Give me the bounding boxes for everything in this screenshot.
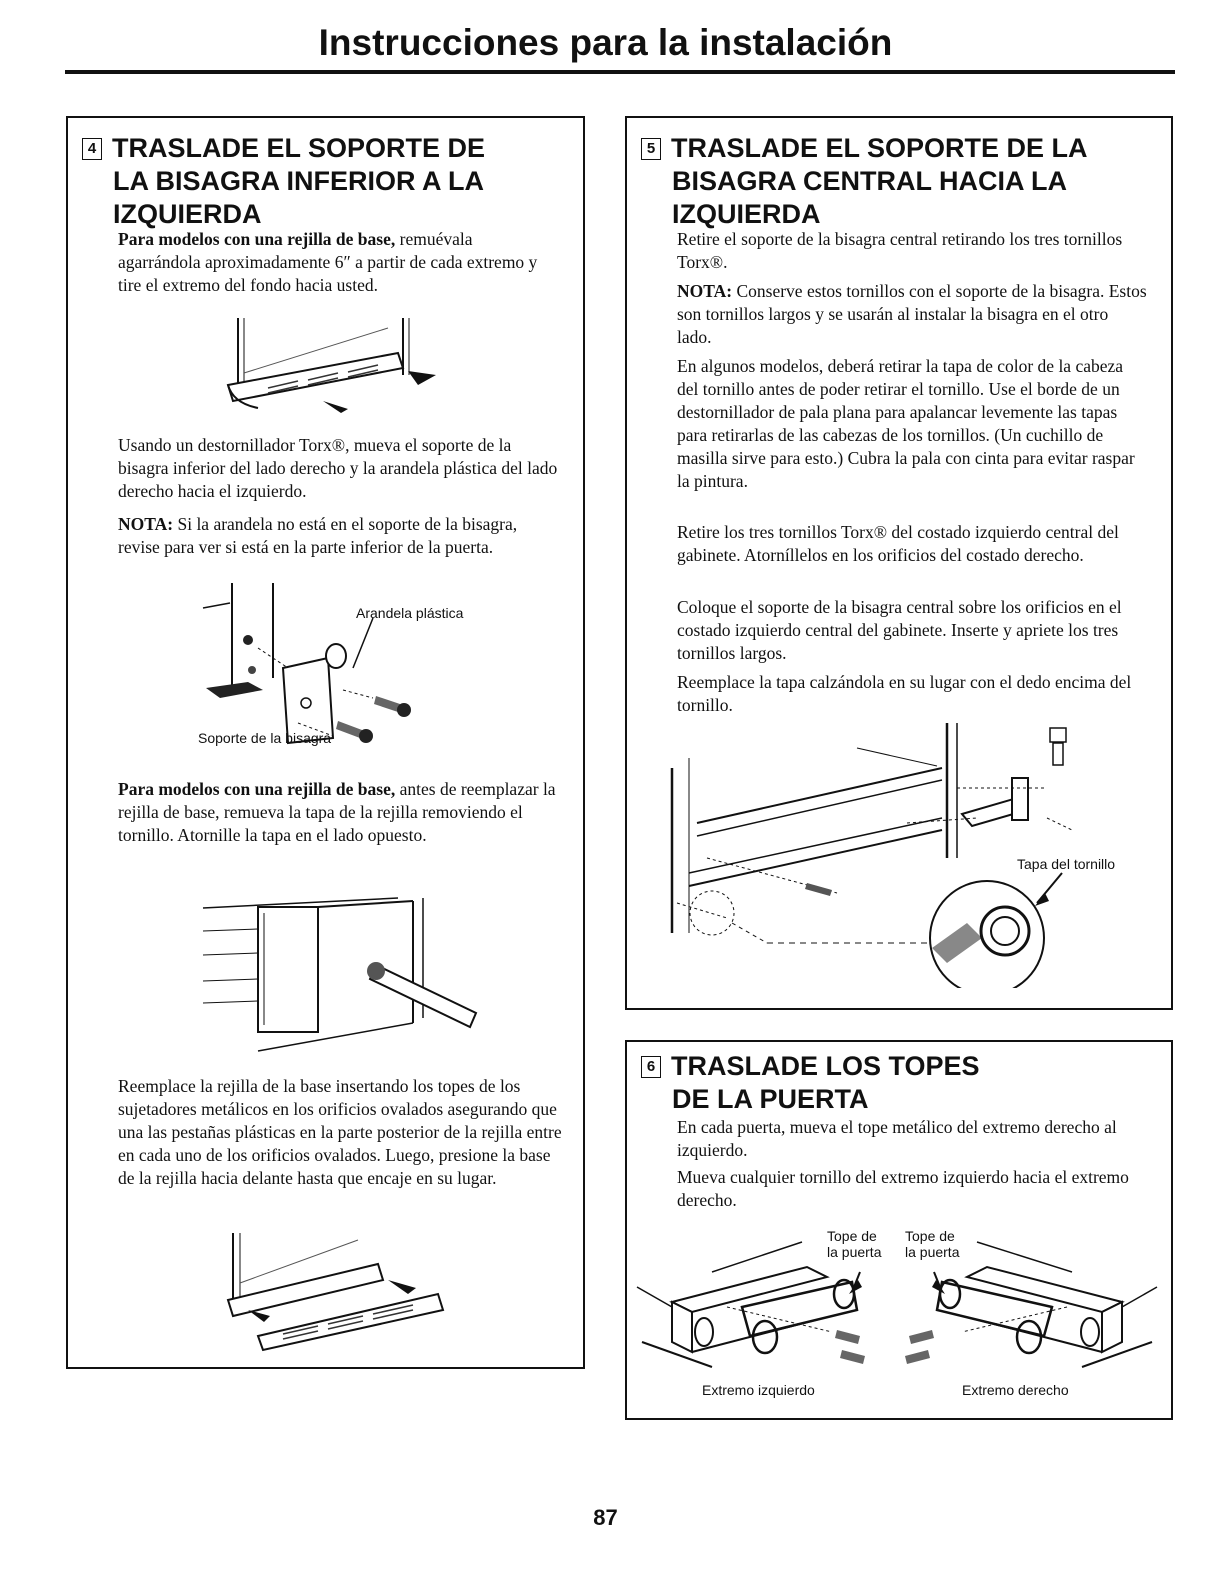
screw-cap-detail xyxy=(930,881,1044,988)
screw-icon xyxy=(840,1350,865,1364)
step-5-paragraph-3: En algunos modelos, deberá retirar la tapa de color de la cabeza del tornillo antes de poder retirar el tornillo. Use el borde de un destornillador de pala plana para apalancar levemente las tapas para retirarlas de las cabezas de los tornillos. (Un cuchillo de masilla sirve para esto.) Cubra la pala con cinta para evitar raspar la pintura. xyxy=(677,356,1135,491)
arrow-icon xyxy=(388,1280,416,1294)
step-4-paragraph-4 xyxy=(118,778,558,847)
screw-cap-label: Tapa del tornillo xyxy=(1017,856,1116,872)
left-door-end xyxy=(637,1242,865,1367)
step-5-paragraph-6: Reemplace la tapa calzándola en su lugar con el dedo encima del tornillo. xyxy=(677,672,1132,715)
step-4-paragraph-1 xyxy=(118,228,548,297)
door-stop-figure xyxy=(632,1232,1162,1372)
title-rule xyxy=(65,70,1175,74)
step-5-paragraph-4: Retire los tres tornillos Torx® del costado izquierdo central del gabinete. Atorníllelos en los orificios del costado derecho. xyxy=(677,522,1119,565)
step-5-heading xyxy=(641,132,1088,231)
arrow-icon xyxy=(323,401,348,413)
step-4-paragraph-5: Reemplace la rejilla de la base insertando los topes de los sujetadores metálicos en los orificios ovalados asegurando que una las pestañas plásticas en la parte posterior de la rejilla entre en cada uno de los orificios ovalados. Luego, presione la base de la rejilla hacia delante hasta que encaje en su lugar. xyxy=(118,1076,562,1188)
step-6-number: 6 xyxy=(641,1056,661,1078)
step-5-number: 5 xyxy=(641,138,661,160)
step-5-paragraph-5: Coloque el soporte de la bisagra central sobre los orificios en el costado izquierdo central del gabinete. Inserte y apriete los tres tornillos largos. xyxy=(677,597,1122,663)
step-6-heading-line-2: DE LA PUERTA xyxy=(672,1084,869,1114)
step-4-paragraph-1-bold: Para modelos con una rejilla de base, xyxy=(118,229,396,249)
grille-cap-figure xyxy=(198,893,478,1058)
step-5-heading-line-1: TRASLADE EL SOPORTE DE LA xyxy=(671,133,1088,163)
screw-icon xyxy=(374,696,411,717)
step-4-section xyxy=(66,116,585,1369)
step-4-paragraph-4-text: antes de reemplazar la rejilla de base, remueva la tapa de la rejilla removiendo el tornillo. Atornille la tapa en el lado opuesto. xyxy=(118,779,556,845)
step-4-heading-line-2: LA BISAGRA INFERIOR A LA xyxy=(113,166,484,196)
arrow-icon xyxy=(248,1310,270,1322)
screw-icon xyxy=(805,883,832,896)
step-4-heading-line-3: IZQUIERDA xyxy=(113,199,262,229)
step-4-number: 4 xyxy=(82,138,102,160)
step-6-paragraph-2: Mueva cualquier tornillo del extremo izquierdo hacia el extremo derecho. xyxy=(677,1167,1129,1210)
door-stop-label-right-line-1: Tope de xyxy=(905,1228,955,1244)
step-6-heading-line-1: TRASLADE LOS TOPES xyxy=(671,1051,980,1081)
step-4-paragraph-2: Usando un destornillador Torx®, mueva el soporte de la bisagra inferior del lado derecho y la arandela plástica del lado derecho hacia el izquierdo. xyxy=(118,435,558,501)
center-hinge-figure xyxy=(657,718,1107,988)
step-5-paragraph-2-bold: NOTA: xyxy=(677,281,733,301)
washer-label: Arandela plástica xyxy=(356,605,464,621)
screw-icon xyxy=(336,721,373,743)
left-end-label: Extremo izquierdo xyxy=(702,1382,815,1398)
arrow-icon xyxy=(1035,893,1049,906)
right-end-label: Extremo derecho xyxy=(962,1382,1069,1398)
bracket-label: Soporte de la bisagra xyxy=(198,730,332,746)
step-5-heading-line-3: IZQUIERDA xyxy=(672,199,821,229)
step-5-paragraph-2-text: Conserve estos tornillos con el soporte de la bisagra. Estos son tornillos largos y se usarán al instalar la bisagra en el otro lado. xyxy=(677,281,1147,347)
step-6-heading xyxy=(641,1050,980,1116)
step-6-section xyxy=(625,1040,1173,1420)
grille-replace-figure xyxy=(218,1228,458,1353)
screw-icon xyxy=(905,1350,930,1364)
page-title: Instrucciones para la instalación xyxy=(318,22,893,63)
step-4-paragraph-3-bold: NOTA: xyxy=(118,514,174,534)
screw-icon xyxy=(835,1330,860,1344)
door-stop-label-left-line-1: Tope de xyxy=(827,1228,877,1244)
arrow-icon xyxy=(408,371,436,385)
step-5-section xyxy=(625,116,1173,1010)
step-4-heading xyxy=(82,132,485,231)
step-4-paragraph-1-text: remuévala agarrándola aproximadamente 6″ a partir de cada extremo y tire el extremo del fondo hacia usted. xyxy=(118,229,538,295)
door-stop-label-left-line-2: la puerta xyxy=(827,1244,882,1260)
screw-icon xyxy=(909,1330,934,1344)
screw-icon xyxy=(1050,728,1066,765)
step-4-heading-line-1: TRASLADE EL SOPORTE DE xyxy=(112,133,486,163)
grille-removal-figure xyxy=(208,313,438,423)
step-6-paragraph-1: En cada puerta, mueva el tope metálico del extremo derecho al izquierdo. xyxy=(677,1117,1117,1160)
page-number: 87 xyxy=(593,1505,618,1530)
step-5-paragraph-2 xyxy=(677,280,1147,349)
step-5-heading-line-2: BISAGRA CENTRAL HACIA LA xyxy=(672,166,1067,196)
step-4-paragraph-4-bold: Para modelos con una rejilla de base, xyxy=(118,779,396,799)
door-stop-label-right-line-2: la puerta xyxy=(905,1244,960,1260)
step-4-paragraph-3 xyxy=(118,513,558,559)
step-5-paragraph-1: Retire el soporte de la bisagra central retirando los tres tornillos Torx®. xyxy=(677,229,1123,272)
right-door-end xyxy=(905,1242,1157,1367)
step-4-paragraph-3-text: Si la arandela no está en el soporte de la bisagra, revise para ver si está en la parte inferior de la puerta. xyxy=(118,514,518,557)
